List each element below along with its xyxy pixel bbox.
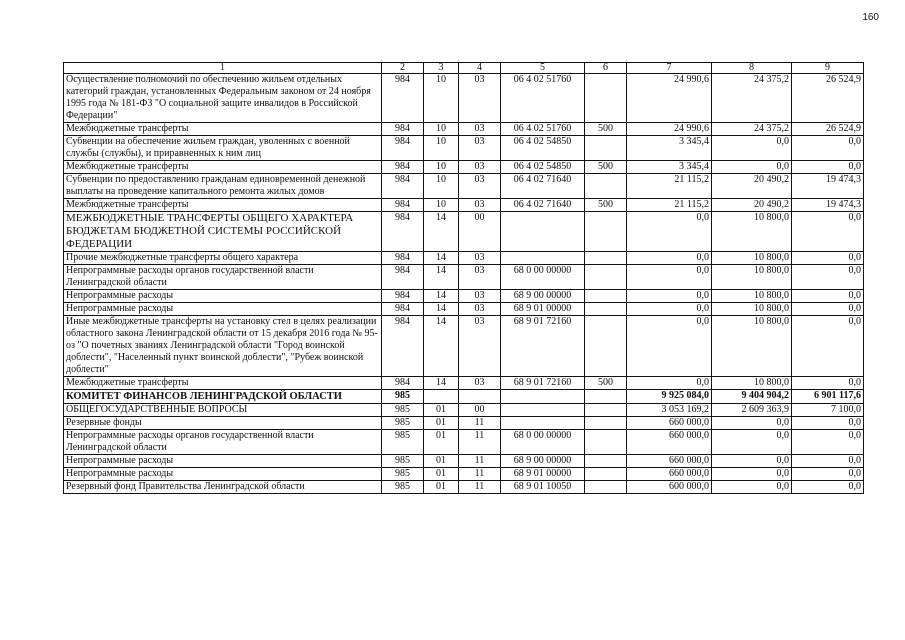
cell-target-article: 68 9 01 72160 — [501, 377, 585, 390]
cell-ved: 985 — [382, 455, 424, 468]
cell-target-article: 06 4 02 54850 — [501, 136, 585, 161]
cell-ved: 985 — [382, 468, 424, 481]
cell-target-article — [501, 390, 585, 404]
cell-amount-year3: 0,0 — [792, 455, 864, 468]
cell-expense-type: 500 — [585, 377, 627, 390]
cell-amount-year3: 26 524,9 — [792, 123, 864, 136]
cell-ved: 984 — [382, 136, 424, 161]
table-row — [64, 481, 864, 494]
column-header: 5 — [501, 63, 585, 74]
table-row — [64, 290, 864, 303]
cell-amount-year2: 0,0 — [712, 430, 792, 455]
cell-amount-year3: 0,0 — [792, 212, 864, 252]
cell-amount-year2: 20 490,2 — [712, 174, 792, 199]
cell-amount-year1: 3 345,4 — [627, 161, 712, 174]
cell-amount-year2: 2 609 363,9 — [712, 404, 792, 417]
cell-amount-year1: 0,0 — [627, 303, 712, 316]
cell-expense-type — [585, 136, 627, 161]
cell-amount-year1: 3 345,4 — [627, 136, 712, 161]
table-row — [64, 174, 864, 199]
cell-amount-year3: 0,0 — [792, 417, 864, 430]
table-row — [64, 430, 864, 455]
cell-name: Межбюджетные трансферты — [64, 199, 382, 212]
cell-target-article: 68 9 00 00000 — [501, 290, 585, 303]
cell-subsection: 03 — [459, 316, 501, 377]
cell-target-article: 68 0 00 00000 — [501, 265, 585, 290]
cell-subsection: 03 — [459, 74, 501, 123]
cell-amount-year3: 0,0 — [792, 316, 864, 377]
cell-subsection: 11 — [459, 481, 501, 494]
cell-ved: 985 — [382, 417, 424, 430]
cell-expense-type — [585, 390, 627, 404]
cell-target-article: 68 9 00 00000 — [501, 455, 585, 468]
cell-target-article — [501, 417, 585, 430]
cell-subsection — [459, 390, 501, 404]
cell-ved: 984 — [382, 265, 424, 290]
cell-subsection: 00 — [459, 404, 501, 417]
cell-expense-type — [585, 303, 627, 316]
cell-section: 14 — [424, 377, 459, 390]
cell-subsection: 11 — [459, 417, 501, 430]
column-header: 3 — [424, 63, 459, 74]
cell-amount-year3: 7 100,0 — [792, 404, 864, 417]
cell-amount-year1: 21 115,2 — [627, 199, 712, 212]
cell-ved: 984 — [382, 252, 424, 265]
cell-amount-year1: 660 000,0 — [627, 430, 712, 455]
cell-amount-year1: 24 990,6 — [627, 123, 712, 136]
cell-section — [424, 390, 459, 404]
cell-name: Прочие межбюджетные трансферты общего характера — [64, 252, 382, 265]
cell-expense-type — [585, 252, 627, 265]
cell-amount-year2: 9 404 904,2 — [712, 390, 792, 404]
cell-amount-year2: 10 800,0 — [712, 303, 792, 316]
cell-subsection: 03 — [459, 199, 501, 212]
cell-ved: 985 — [382, 430, 424, 455]
table-row — [64, 199, 864, 212]
cell-amount-year2: 0,0 — [712, 468, 792, 481]
cell-expense-type — [585, 316, 627, 377]
cell-name: Непрограммные расходы органов государственной власти Ленинградской области — [64, 265, 382, 290]
cell-target-article — [501, 404, 585, 417]
cell-name: Межбюджетные трансферты — [64, 377, 382, 390]
budget-table — [63, 62, 864, 494]
cell-amount-year1: 0,0 — [627, 377, 712, 390]
cell-amount-year2: 10 800,0 — [712, 290, 792, 303]
cell-amount-year1: 0,0 — [627, 316, 712, 377]
table-row — [64, 74, 864, 123]
column-header: 7 — [627, 63, 712, 74]
cell-section: 01 — [424, 404, 459, 417]
cell-ved: 985 — [382, 390, 424, 404]
cell-ved: 984 — [382, 212, 424, 252]
cell-name: Непрограммные расходы — [64, 303, 382, 316]
cell-amount-year3: 0,0 — [792, 161, 864, 174]
cell-amount-year3: 0,0 — [792, 481, 864, 494]
cell-expense-type: 500 — [585, 123, 627, 136]
cell-ved: 984 — [382, 123, 424, 136]
cell-subsection: 00 — [459, 212, 501, 252]
cell-section: 10 — [424, 174, 459, 199]
cell-amount-year3: 0,0 — [792, 252, 864, 265]
cell-amount-year3: 0,0 — [792, 468, 864, 481]
cell-expense-type: 500 — [585, 199, 627, 212]
cell-subsection: 03 — [459, 303, 501, 316]
table-row — [64, 123, 864, 136]
cell-amount-year2: 10 800,0 — [712, 212, 792, 252]
cell-name: Резервные фонды — [64, 417, 382, 430]
cell-amount-year3: 0,0 — [792, 377, 864, 390]
column-header: 9 — [792, 63, 864, 74]
cell-section: 01 — [424, 455, 459, 468]
cell-section: 10 — [424, 123, 459, 136]
cell-subsection: 03 — [459, 265, 501, 290]
cell-target-article: 06 4 02 51760 — [501, 74, 585, 123]
cell-amount-year1: 0,0 — [627, 265, 712, 290]
cell-amount-year2: 0,0 — [712, 136, 792, 161]
cell-expense-type — [585, 430, 627, 455]
cell-amount-year1: 600 000,0 — [627, 481, 712, 494]
cell-ved: 985 — [382, 404, 424, 417]
table-row — [64, 390, 864, 404]
cell-target-article: 68 9 01 10050 — [501, 481, 585, 494]
page-number: 160 — [862, 12, 879, 23]
cell-amount-year3: 0,0 — [792, 265, 864, 290]
table-body — [64, 74, 864, 494]
table-row — [64, 161, 864, 174]
cell-amount-year1: 660 000,0 — [627, 455, 712, 468]
cell-expense-type — [585, 212, 627, 252]
cell-amount-year1: 0,0 — [627, 212, 712, 252]
column-header: 4 — [459, 63, 501, 74]
cell-section: 01 — [424, 468, 459, 481]
cell-subsection: 03 — [459, 174, 501, 199]
column-number-row — [64, 63, 864, 74]
table-row — [64, 417, 864, 430]
cell-name: ОБЩЕГОСУДАРСТВЕННЫЕ ВОПРОСЫ — [64, 404, 382, 417]
cell-amount-year1: 0,0 — [627, 252, 712, 265]
cell-name: Межбюджетные трансферты — [64, 161, 382, 174]
cell-subsection: 03 — [459, 136, 501, 161]
cell-amount-year2: 0,0 — [712, 455, 792, 468]
cell-subsection: 11 — [459, 468, 501, 481]
cell-target-article: 68 9 01 00000 — [501, 303, 585, 316]
cell-amount-year2: 20 490,2 — [712, 199, 792, 212]
cell-amount-year2: 24 375,2 — [712, 123, 792, 136]
cell-ved: 984 — [382, 316, 424, 377]
cell-amount-year3: 0,0 — [792, 430, 864, 455]
table-row — [64, 252, 864, 265]
cell-amount-year2: 24 375,2 — [712, 74, 792, 123]
cell-section: 10 — [424, 199, 459, 212]
cell-name: КОМИТЕТ ФИНАНСОВ ЛЕНИНГРАДСКОЙ ОБЛАСТИ — [64, 390, 382, 404]
table-row — [64, 455, 864, 468]
cell-amount-year2: 10 800,0 — [712, 265, 792, 290]
cell-amount-year3: 19 474,3 — [792, 174, 864, 199]
column-header: 8 — [712, 63, 792, 74]
cell-amount-year1: 0,0 — [627, 290, 712, 303]
cell-expense-type — [585, 174, 627, 199]
cell-amount-year1: 21 115,2 — [627, 174, 712, 199]
cell-ved: 984 — [382, 74, 424, 123]
cell-section: 10 — [424, 74, 459, 123]
table-row — [64, 468, 864, 481]
cell-section: 01 — [424, 481, 459, 494]
column-header: 2 — [382, 63, 424, 74]
cell-amount-year1: 660 000,0 — [627, 468, 712, 481]
cell-amount-year2: 10 800,0 — [712, 316, 792, 377]
cell-section: 14 — [424, 303, 459, 316]
cell-target-article: 06 4 02 71640 — [501, 199, 585, 212]
cell-section: 10 — [424, 136, 459, 161]
cell-name: Резервный фонд Правительства Ленинградской области — [64, 481, 382, 494]
cell-ved: 984 — [382, 174, 424, 199]
cell-name: Осуществление полномочий по обеспечению жильем отдельных категорий граждан, установленных Федеральным законом от 24 ноября 1995 года № 181-ФЗ "О социальной защите инвалидов в Российской Федерации" — [64, 74, 382, 123]
cell-ved: 984 — [382, 377, 424, 390]
cell-expense-type: 500 — [585, 161, 627, 174]
cell-section: 14 — [424, 212, 459, 252]
cell-expense-type — [585, 404, 627, 417]
cell-section: 14 — [424, 316, 459, 377]
cell-name: Субвенции на обеспечение жильем граждан, уволенных с военной службы (службы), и приравненных к ним лиц — [64, 136, 382, 161]
cell-amount-year1: 24 990,6 — [627, 74, 712, 123]
cell-expense-type — [585, 455, 627, 468]
column-header: 1 — [64, 63, 382, 74]
cell-name: Непрограммные расходы — [64, 455, 382, 468]
cell-name: МЕЖБЮДЖЕТНЫЕ ТРАНСФЕРТЫ ОБЩЕГО ХАРАКТЕРА БЮДЖЕТАМ БЮДЖЕТНОЙ СИСТЕМЫ РОССИЙСКОЙ ФЕДЕРАЦИИ — [64, 212, 382, 252]
cell-amount-year3: 0,0 — [792, 290, 864, 303]
cell-name: Непрограммные расходы — [64, 290, 382, 303]
table-row — [64, 136, 864, 161]
cell-name: Субвенции по предоставлению гражданам единовременной денежной выплаты на проведение капитального ремонта жилых домов — [64, 174, 382, 199]
cell-subsection: 11 — [459, 430, 501, 455]
cell-name: Непрограммные расходы — [64, 468, 382, 481]
table-row — [64, 212, 864, 252]
cell-amount-year2: 0,0 — [712, 417, 792, 430]
cell-expense-type — [585, 468, 627, 481]
cell-ved: 984 — [382, 199, 424, 212]
cell-target-article: 68 0 00 00000 — [501, 430, 585, 455]
cell-section: 14 — [424, 290, 459, 303]
cell-amount-year2: 10 800,0 — [712, 377, 792, 390]
cell-amount-year1: 3 053 169,2 — [627, 404, 712, 417]
cell-target-article: 06 4 02 54850 — [501, 161, 585, 174]
cell-section: 01 — [424, 417, 459, 430]
table-row — [64, 316, 864, 377]
cell-section: 14 — [424, 265, 459, 290]
column-header: 6 — [585, 63, 627, 74]
cell-expense-type — [585, 74, 627, 123]
cell-expense-type — [585, 290, 627, 303]
cell-amount-year3: 0,0 — [792, 303, 864, 316]
cell-target-article: 68 9 01 72160 — [501, 316, 585, 377]
cell-name: Иные межбюджетные трансферты на установку стел в целях реализации областного закона Ленинградской области от 15 декабря 2016 года № 95-оз "О почетных званиях Ленинградской области "Город воинской доблести", "Населенный пункт воинской доблести", "Рубеж воинской доблести" — [64, 316, 382, 377]
table-header — [64, 63, 864, 74]
cell-target-article: 68 9 01 00000 — [501, 468, 585, 481]
cell-target-article — [501, 212, 585, 252]
table-row — [64, 303, 864, 316]
cell-amount-year2: 0,0 — [712, 161, 792, 174]
cell-section: 01 — [424, 430, 459, 455]
cell-name: Межбюджетные трансферты — [64, 123, 382, 136]
cell-section: 14 — [424, 252, 459, 265]
cell-amount-year3: 26 524,9 — [792, 74, 864, 123]
cell-expense-type — [585, 417, 627, 430]
cell-section: 10 — [424, 161, 459, 174]
cell-amount-year3: 6 901 117,6 — [792, 390, 864, 404]
table-row — [64, 265, 864, 290]
cell-expense-type — [585, 481, 627, 494]
cell-amount-year1: 9 925 084,0 — [627, 390, 712, 404]
cell-expense-type — [585, 265, 627, 290]
cell-ved: 984 — [382, 290, 424, 303]
cell-target-article: 06 4 02 71640 — [501, 174, 585, 199]
cell-ved: 984 — [382, 303, 424, 316]
cell-ved: 984 — [382, 161, 424, 174]
cell-subsection: 03 — [459, 123, 501, 136]
cell-subsection: 03 — [459, 161, 501, 174]
cell-amount-year3: 19 474,3 — [792, 199, 864, 212]
cell-subsection: 11 — [459, 455, 501, 468]
cell-target-article — [501, 252, 585, 265]
cell-target-article: 06 4 02 51760 — [501, 123, 585, 136]
cell-amount-year3: 0,0 — [792, 136, 864, 161]
cell-ved: 985 — [382, 481, 424, 494]
table-row — [64, 404, 864, 417]
cell-amount-year2: 0,0 — [712, 481, 792, 494]
cell-amount-year2: 10 800,0 — [712, 252, 792, 265]
cell-name: Непрограммные расходы органов государственной власти Ленинградской области — [64, 430, 382, 455]
table-row — [64, 377, 864, 390]
cell-subsection: 03 — [459, 290, 501, 303]
cell-subsection: 03 — [459, 377, 501, 390]
cell-subsection: 03 — [459, 252, 501, 265]
cell-amount-year1: 660 000,0 — [627, 417, 712, 430]
